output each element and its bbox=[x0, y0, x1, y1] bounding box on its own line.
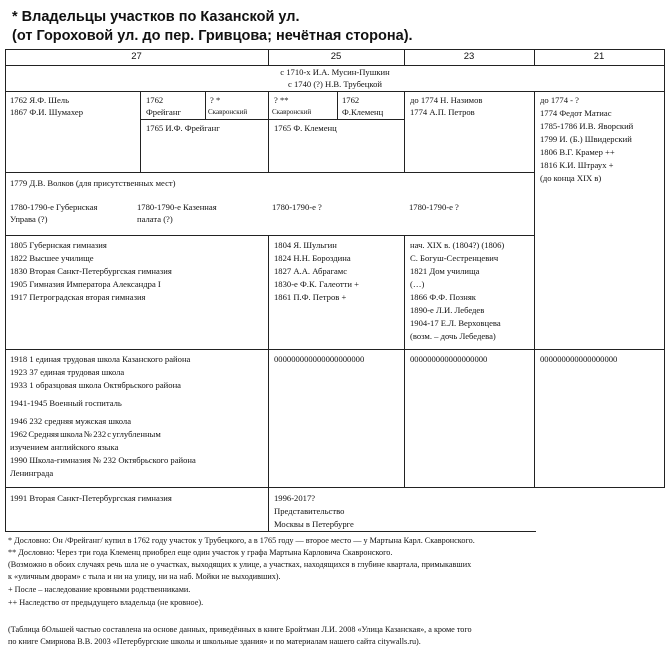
table-border bbox=[5, 531, 536, 532]
column-header-23: 23 bbox=[463, 51, 475, 62]
cell-text: 1867 Ф.И. Шумахер bbox=[10, 107, 84, 117]
cell-text: 1923 37 единая трудовая школа bbox=[10, 367, 125, 377]
footnote: (Возможно в обоих случаях речь шла не о участках, выходящих к улице, а участках, находящихся в глубине квартала, примыкавших bbox=[8, 560, 472, 569]
cell-text: 1799 И. (Б.) Швидерский bbox=[540, 134, 632, 144]
cell-text: 1762 bbox=[146, 95, 164, 105]
cell-text: 1830 Вторая Санкт-Петербургская гимназия bbox=[10, 266, 172, 276]
merged-owner-line-1: с 1710-х И.А. Мусин-Пушкин bbox=[280, 67, 390, 77]
table-border bbox=[337, 91, 338, 119]
cell-text: 1917 Петроградская вторая гимназия bbox=[10, 292, 146, 302]
table-border bbox=[268, 235, 269, 531]
column-header-25: 25 bbox=[330, 51, 342, 62]
table-border bbox=[5, 349, 665, 350]
cell-text: 1830-е Ф.К. Галеотти + bbox=[274, 279, 360, 289]
cell-text: 000000000000000000 bbox=[540, 354, 618, 364]
cell-text: 1780-1790-е Губернская bbox=[10, 202, 98, 212]
cell-text: Ф.Клеменц bbox=[342, 107, 384, 117]
cell-text: 1890-е Л.И. Лебедев bbox=[410, 305, 485, 315]
cell-text: 1780-1790-е ? bbox=[272, 202, 322, 212]
cell-text: палата (?) bbox=[137, 214, 173, 224]
table-border bbox=[404, 235, 405, 487]
footnote: * Дословно: Он /Фрейганг/ купил в 1762 году участок у Трубецкого, а в 1765 году — второе место — у Мартына Карл. Скавронского. bbox=[8, 536, 475, 545]
table-border bbox=[5, 49, 6, 531]
table-border bbox=[140, 91, 141, 172]
cell-text: 1946 232 средняя мужская школа bbox=[10, 416, 132, 426]
cell-text: до 1774 - ? bbox=[540, 95, 579, 105]
table-border bbox=[664, 49, 665, 487]
table-border bbox=[268, 119, 404, 120]
cell-text: Скавронский bbox=[208, 108, 248, 116]
cell-text: 1996-2017? bbox=[274, 493, 316, 503]
table-border bbox=[5, 487, 665, 488]
table-border bbox=[268, 91, 269, 172]
cell-text: 1905 Гимназия Императора Александра I bbox=[10, 279, 161, 289]
footnote: + После – наследование кровными родственниками. bbox=[8, 585, 191, 594]
cell-text: 1765 Ф. Клеменц bbox=[274, 123, 337, 133]
cell-text: ? * bbox=[210, 95, 221, 105]
cell-text: 1824 Н.Н. Бороздина bbox=[274, 253, 351, 263]
cell-text: 1779 Д.В. Волков (для присутственных мест) bbox=[10, 178, 176, 188]
cell-text: до 1774 Н. Назимов bbox=[410, 95, 483, 105]
cell-text: 1822 Высшее училище bbox=[10, 253, 94, 263]
footnote: по книге Смирнова В.В. 2003 «Петербургские школы и школьные здания» и по материалам нашего сайта citywalls.ru). bbox=[8, 637, 421, 646]
cell-text: Управа (?) bbox=[10, 214, 48, 224]
cell-text: изучением английского языка bbox=[10, 442, 119, 452]
cell-text: 1785-1786 И.В. Яворский bbox=[540, 121, 634, 131]
cell-text: 1762 Я.Ф. Шель bbox=[10, 95, 69, 105]
cell-text: Скавронский bbox=[272, 108, 312, 116]
cell-text: 1933 1 образцовая школа Октябрьского района bbox=[10, 380, 181, 390]
table-border bbox=[404, 91, 405, 172]
cell-text: 1991 Вторая Санкт-Петербургская гимназия bbox=[10, 493, 172, 503]
cell-text: (возм. – дочь Лебедева) bbox=[410, 331, 496, 341]
cell-text: 1762 bbox=[342, 95, 360, 105]
table-border bbox=[140, 119, 268, 120]
page-title-line-2: (от Гороховой ул. до пер. Гривцова; нечётная сторона). bbox=[12, 28, 413, 44]
cell-text: 1774 А.П. Петров bbox=[410, 107, 475, 117]
cell-text: 1806 В.Г. Крамер ++ bbox=[540, 147, 615, 157]
column-header-27: 27 bbox=[131, 51, 142, 62]
cell-text: 1861 П.Ф. Петров + bbox=[274, 292, 347, 302]
cell-text: Ленинграда bbox=[10, 468, 54, 478]
page-title-line-1: * Владельцы участков по Казанской ул. bbox=[12, 9, 300, 25]
table-border bbox=[5, 91, 665, 92]
footnote: к «уличным дворам» с тыла и ни на улицу, ни на наб. Мойки не выходивших). bbox=[8, 572, 281, 581]
cell-text: 1765 И.Ф. Фрейганг bbox=[146, 123, 220, 133]
cell-text: 1918 1 единая трудовая школа Казанского района bbox=[10, 354, 191, 364]
cell-text: Представительство bbox=[274, 506, 345, 516]
cell-text: ? ** bbox=[274, 95, 289, 105]
cell-text: С. Богуш-Сестренцевич bbox=[410, 253, 499, 263]
footnote: ** Дословно: Через три года Клеменц приобрел еще один участок у графа Мартына Карловича Скавронского. bbox=[8, 548, 393, 557]
cell-text: 1941-1945 Военный госпиталь bbox=[10, 398, 122, 408]
cell-text: 1904-17 Е.Л. Верховцева bbox=[410, 318, 501, 328]
table-border bbox=[534, 91, 535, 487]
cell-text: 1780-1790-е ? bbox=[409, 202, 459, 212]
cell-text: нач. XIX в. (1804?) (1806) bbox=[410, 240, 505, 250]
cell-text: 1962 Средняя школа № 232 с углубленным bbox=[10, 429, 161, 439]
cell-text: 1990 Школа-гимназия № 232 Октябрьского района bbox=[10, 455, 196, 465]
cell-text: 1866 Ф.Ф. Позняк bbox=[410, 292, 476, 302]
cell-text: (до конца XIX в) bbox=[540, 173, 602, 183]
cell-text: 1804 Я. Шульгин bbox=[274, 240, 337, 250]
cell-text: 000000000000000000000 bbox=[274, 354, 365, 364]
cell-text: (…) bbox=[410, 279, 425, 289]
cell-text: Москвы в Петербурге bbox=[274, 519, 354, 529]
cell-text: 1821 Дом училища bbox=[410, 266, 480, 276]
table-border bbox=[5, 235, 534, 236]
cell-text: Фрейганг bbox=[146, 107, 181, 117]
cell-text: 1774 Федот Матиас bbox=[540, 108, 612, 118]
merged-owner-line-2: с 1740 (?) Н.В. Трубецкой bbox=[288, 79, 382, 89]
cell-text: 1816 К.И. Штраух + bbox=[540, 160, 614, 170]
cell-text: 1805 Губернская гимназия bbox=[10, 240, 107, 250]
table-border bbox=[5, 49, 665, 50]
cell-text: 1827 А.А. Абрагамс bbox=[274, 266, 348, 276]
footnote: ++ Наследство от предыдущего владельца (не кровное). bbox=[8, 598, 204, 607]
footnote: (Таблица бОльшей частью составлена на основе данных, приведённых в книге Бройтман Л.И. 2008 «Улица Казанская», а кроме того bbox=[8, 625, 472, 634]
table-border bbox=[205, 91, 206, 119]
column-header-21: 21 bbox=[593, 51, 605, 62]
table-border bbox=[5, 172, 534, 173]
cell-text: 000000000000000000 bbox=[410, 354, 488, 364]
cell-text: 1780-1790-е Казенная bbox=[137, 202, 217, 212]
